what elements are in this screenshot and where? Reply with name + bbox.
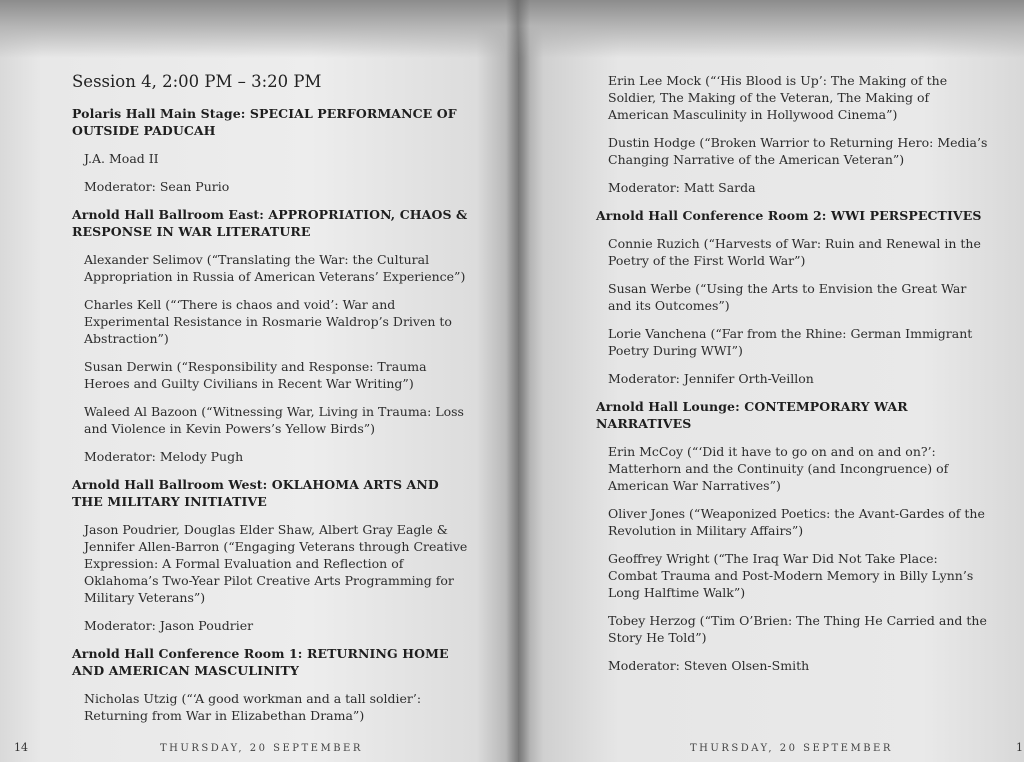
session-block-title: Arnold Hall Ballroom West: OKLAHOMA ARTS AND THE MILITARY INITIATIVE (72, 477, 439, 509)
session-block (72, 105, 472, 195)
torn-top-edge (518, 0, 1024, 58)
presenter-entry: Dustin Hodge (“Broken Warrior to Returning Hero: Media’s Changing Narrative of the American Veteran”) (608, 135, 988, 167)
presenter-entry: Geoffrey Wright (“The Iraq War Did Not Take Place: Combat Trauma and Post-Modern Memory in Billy Lynn’s Long Halftime Walk”) (608, 551, 974, 600)
presenter-entry: Alexander Selimov (“Translating the War: the Cultural Appropriation in Russia of American Veterans’ Experience”) (84, 252, 466, 284)
presenter-entry: Waleed Al Bazoon (“Witnessing War, Living in Trauma: Loss and Violence in Kevin Powers’s Yellow Birds”) (84, 404, 464, 436)
moderator-entry: Moderator: Melody Pugh (84, 449, 244, 464)
presenter-entry: Susan Derwin (“Responsibility and Response: Trauma Heroes and Guilty Civilians in Recent War Writing”) (84, 359, 427, 391)
session-block (72, 206, 472, 465)
session-block-title: Arnold Hall Conference Room 1: RETURNING HOME AND AMERICAN MASCULINITY (72, 646, 449, 678)
session-block (72, 476, 472, 634)
session-block-title: Polaris Hall Main Stage: SPECIAL PERFORMANCE OF OUTSIDE PADUCAH (72, 106, 457, 138)
presenter-entry: Tobey Herzog (“Tim O’Brien: The Thing He Carried and the Story He Told”) (608, 613, 987, 645)
moderator-entry: Moderator: Sean Purio (84, 179, 230, 194)
presenter-entry: Connie Ruzich (“Harvests of War: Ruin and Renewal in the Poetry of the First World War”) (608, 236, 981, 268)
presenter-entry: Susan Werbe (“Using the Arts to Envision the Great War and its Outcomes”) (608, 281, 967, 313)
presenter-entry: Erin McCoy (“‘Did it have to go on and on and on?’: Matterhorn and the Continuity (and Incongruence) of American War Narratives”) (608, 444, 949, 493)
presenter-entry: Oliver Jones (“Weaponized Poetics: the Avant-Gardes of the Revolution in Military Affairs”) (608, 506, 985, 538)
moderator-entry: Moderator: Steven Olsen-Smith (608, 658, 810, 673)
session-block (596, 398, 988, 674)
moderator-entry: Moderator: Jason Poudrier (84, 618, 254, 633)
left-page-content (72, 72, 472, 735)
moderator-entry: Moderator: Matt Sarda (608, 180, 756, 195)
page-number: 1 (1016, 741, 1023, 754)
session-block (596, 207, 988, 387)
presenter-entry: Erin Lee Mock (“‘His Blood is Up’: The Making of the Soldier, The Making of the Veteran, The Making of American Masculinity in Hollywood Cinema”) (608, 73, 948, 122)
page-footer: THURSDAY, 20 SEPTEMBER (160, 743, 363, 754)
right-page (518, 0, 1024, 762)
session-block (72, 645, 472, 724)
moderator-entry: Moderator: Jennifer Orth-Veillon (608, 371, 814, 386)
presenter-entry: Jason Poudrier, Douglas Elder Shaw, Albert Gray Eagle & Jennifer Allen-Barron (“Engaging Veterans through Creative Expression: A Formal Evaluation and Reflection of Oklahoma’s Two-Year Pilot Creative Arts Programming for Military Veterans”) (84, 522, 468, 605)
session-block-title: Arnold Hall Lounge: CONTEMPORARY WAR NARRATIVES (596, 399, 908, 431)
page-number: 14 (14, 741, 28, 754)
presenter-entry: J.A. Moad II (84, 151, 159, 166)
presenter-entry: Nicholas Utzig (“‘A good workman and a tall soldier’: Returning from War in Elizabethan Drama”) (84, 691, 422, 723)
torn-top-edge (0, 0, 518, 58)
session-block-title: Arnold Hall Ballroom East: APPROPRIATION, CHAOS & RESPONSE IN WAR LITERATURE (72, 207, 468, 239)
book-gutter (506, 0, 530, 762)
session-block-continued (596, 72, 988, 196)
session-block-title: Arnold Hall Conference Room 2: WWI PERSPECTIVES (596, 208, 982, 223)
page-footer: THURSDAY, 20 SEPTEMBER (690, 743, 893, 754)
presenter-entry: Charles Kell (“‘There is chaos and void’: War and Experimental Resistance in Rosmarie Waldrop’s Driven to Abstraction”) (84, 297, 452, 346)
session-heading: Session 4, 2:00 PM – 3:20 PM (72, 72, 322, 91)
right-page-content (596, 72, 988, 685)
presenter-entry: Lorie Vanchena (“Far from the Rhine: German Immigrant Poetry During WWI”) (608, 326, 973, 358)
